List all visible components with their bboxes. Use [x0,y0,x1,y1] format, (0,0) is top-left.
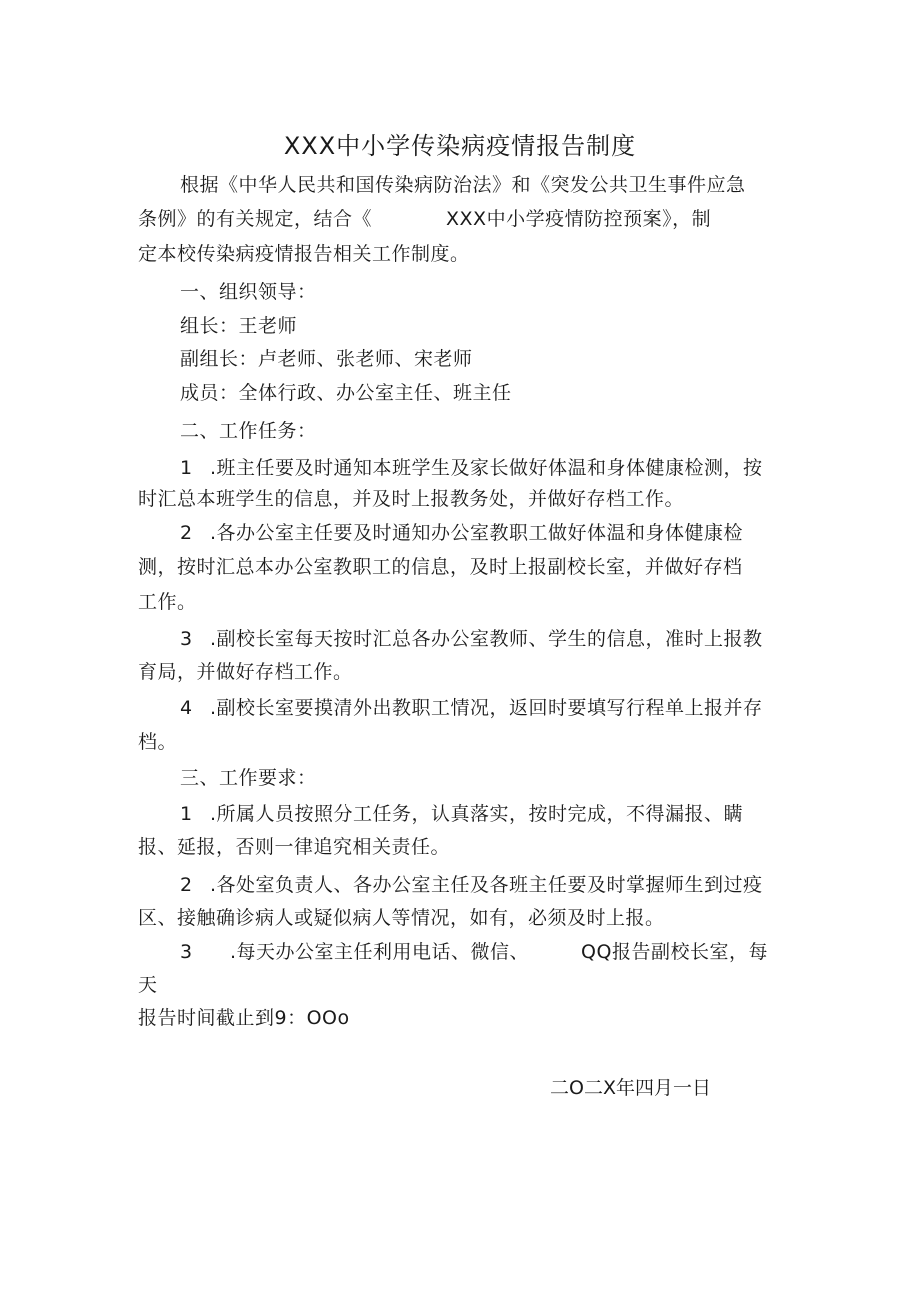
task-2-text-1: .各办公室主任要及时通知办公室教职工做好体温和身体健康检 [210,522,744,544]
requirement-2-number: 2 [180,874,193,896]
requirement-1-line-2: 报、延报，否则一律追究相关责任。 [138,836,451,858]
requirement-2-line-2: 区、接触确诊病人或疑似病人等情况，如有，必须及时上报。 [138,907,665,929]
task-1-text-1: .班主任要及时通知本班学生及家长做好体温和身体健康检测，按 [210,457,763,479]
requirement-1-text-1: .所属人员按照分工任务，认真落实，按时完成，不得漏报、瞒 [210,803,744,825]
task-3-line-1 [180,624,763,654]
task-1-number: 1 [180,457,193,479]
task-2-line-3: 工作。 [138,591,197,613]
intro-line-1: 根据《中华人民共和国传染病防治法》和《突发公共卫生事件应急 [180,174,746,196]
task-3-text-1: .副校长室每天按时汇总各办公室教师、学生的信息，准时上报教 [210,628,763,650]
task-4-text-1: .副校长室要摸清外出教职工情况，返回时要填写行程单上报并存 [210,697,763,719]
requirement-3-line-2: 天 [138,974,158,996]
section-1-members: 成员：全体行政、办公室主任、班主任 [180,382,512,404]
requirement-3-line-3: 报告时间截止到9：OOo [138,1007,350,1029]
requirement-2-text-1: .各处室负责人、各办公室主任及各班主任要及时掌握师生到过疫 [210,874,763,896]
task-2-line-1 [180,518,743,548]
task-2-line-2: 测，按时汇总本办公室教职工的信息，及时上报副校长室，并做好存档 [138,556,743,578]
requirement-3-text-1a: .每天办公室主任利用电话、微信、 [230,941,530,963]
intro-line-2 [138,204,711,234]
requirement-2-line-1 [180,870,763,900]
section-1-heading: 一、组织领导： [180,281,317,303]
intro-line-3: 定本校传染病疫情报告相关工作制度。 [138,243,470,265]
task-4-number: 4 [180,697,193,719]
section-2-heading: 二、工作任务： [180,420,317,442]
requirement-1-line-1 [180,799,743,829]
document-date: 二O二X年四月一日 [550,1077,711,1099]
task-3-line-2: 育局，并做好存档工作。 [138,661,353,683]
requirement-3-line-1 [180,937,768,967]
intro-line-2-part-a: 条例》的有关规定，结合《 [138,208,373,230]
task-4-line-1 [180,693,763,723]
section-3-heading: 三、工作要求： [180,767,317,789]
section-1-deputy: 副组长：卢老师、张老师、宋老师 [180,348,473,370]
document-title: XXX中小学传染病疫情报告制度 [283,132,637,160]
task-4-line-2: 档。 [138,731,178,753]
task-1-line-1 [180,453,763,483]
section-1-leader: 组长：王老师 [180,315,298,337]
requirement-3-text-1b: QQ报告副校长室，每 [581,941,768,963]
task-3-number: 3 [180,628,193,650]
task-1-line-2: 时汇总本班学生的信息，并及时上报教务处，并做好存档工作。 [138,488,685,510]
requirement-1-number: 1 [180,803,193,825]
intro-line-2-part-b: XXX中小学疫情防控预案》，制 [446,208,712,230]
requirement-3-number: 3 [180,941,193,963]
task-2-number: 2 [180,522,193,544]
